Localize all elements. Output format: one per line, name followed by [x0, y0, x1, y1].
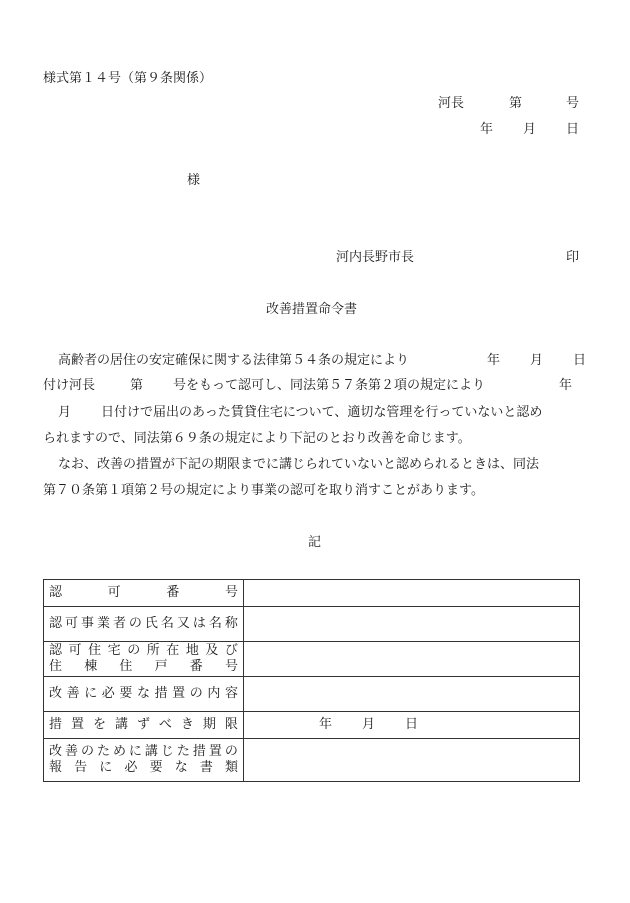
- body-line-2-year: 年: [559, 378, 573, 393]
- label-char: 置: [208, 744, 222, 759]
- deadline-month: 月: [362, 717, 376, 732]
- deadline-day: 日: [405, 717, 419, 732]
- value-permit-number[interactable]: [244, 580, 580, 607]
- label-char: に: [128, 744, 142, 759]
- label-char: の: [128, 616, 142, 631]
- label-char: は: [192, 616, 206, 631]
- label-char: 類: [224, 760, 238, 775]
- label-char: 地: [185, 643, 199, 658]
- label-char: じ: [160, 744, 174, 759]
- label-char: 講: [114, 717, 128, 732]
- addressee-honorific: 様: [187, 173, 201, 188]
- label-char: 要: [149, 760, 163, 775]
- table-row: [44, 739, 580, 782]
- label-char: 者: [112, 616, 126, 631]
- doc-number-go: 号: [566, 96, 580, 111]
- table-row: [44, 642, 580, 677]
- date-year: 年: [480, 122, 494, 137]
- doc-number-dai: 第: [509, 96, 523, 111]
- value-deadline[interactable]: [244, 712, 580, 739]
- label-char: 住: [88, 643, 102, 658]
- value-report-documents[interactable]: [244, 739, 580, 782]
- date-month: 月: [523, 122, 537, 137]
- label-char: 改: [49, 744, 63, 759]
- body-line-1-month: 月: [530, 353, 544, 368]
- label-char: 住: [119, 659, 133, 674]
- label-char: 内: [207, 686, 221, 701]
- label-char: ず: [136, 717, 150, 732]
- label-line: [49, 744, 238, 760]
- value-operator-name[interactable]: [244, 607, 580, 642]
- body-line-3-month: 月: [58, 405, 72, 420]
- label-char: 告: [74, 760, 88, 775]
- label-char: 認: [49, 643, 63, 658]
- body-line-2-a: 付け河長: [43, 378, 96, 393]
- label-char: に: [84, 686, 98, 701]
- label-char: き: [180, 717, 194, 732]
- label-char: 又: [176, 616, 190, 631]
- label-char: の: [80, 744, 94, 759]
- label-char: 号: [224, 585, 238, 600]
- label-char: 要: [119, 686, 133, 701]
- body-line-1: 高齢者の居住の安定確保に関する法律第５４条の規定により: [58, 353, 410, 368]
- label-char: 及: [205, 643, 219, 658]
- row-label-permit-number: [44, 580, 244, 607]
- label-char: 書: [199, 760, 213, 775]
- issuer-name: 河内長野市長: [336, 250, 415, 265]
- label-char: べ: [158, 717, 172, 732]
- label-char: 番: [166, 585, 180, 600]
- label-line: [49, 717, 238, 733]
- body-line-1-day: 日: [573, 353, 587, 368]
- label-char: 講: [144, 744, 158, 759]
- label-char: 可: [64, 616, 78, 631]
- label-char: め: [112, 744, 126, 759]
- body-line-2-c: 号をもって認可し、同法第５７条第２項の規定により: [173, 378, 486, 393]
- label-char: 可: [107, 585, 121, 600]
- label-char: 必: [101, 686, 115, 701]
- label-char: 住: [49, 659, 63, 674]
- body-line-3-rest: 日付けで届出のあった賃貸住宅について、適切な管理を行っていないと認め: [101, 405, 543, 420]
- label-char: 容: [224, 686, 238, 701]
- row-label-required-measures: [44, 677, 244, 712]
- label-char: な: [136, 686, 150, 701]
- label-char: た: [176, 744, 190, 759]
- label-line: [49, 686, 238, 702]
- table-row: [44, 580, 580, 607]
- value-required-measures[interactable]: [244, 677, 580, 712]
- label-char: 必: [124, 760, 138, 775]
- label-char: 善: [66, 686, 80, 701]
- doc-number-prefix: 河長: [438, 96, 465, 111]
- label-char: 措: [192, 744, 206, 759]
- label-char: 認: [49, 585, 63, 600]
- label-line: [49, 616, 238, 632]
- label-line: [49, 585, 238, 601]
- document-title: 改善措置命令書: [266, 302, 358, 317]
- details-table: [43, 579, 580, 782]
- label-char: 措: [49, 717, 63, 732]
- label-char: に: [99, 760, 113, 775]
- table-row: [44, 607, 580, 642]
- label-char: 報: [49, 760, 63, 775]
- label-char: 事: [80, 616, 94, 631]
- label-char: 所: [146, 643, 160, 658]
- body-line-5: なお、改善の措置が下記の期限までに講じられていないと認められるときは、同法: [58, 457, 540, 472]
- label-char: 改: [49, 686, 63, 701]
- table-row: [44, 712, 580, 739]
- body-line-4: られますので、同法第６９条の規定により下記のとおり改善を命じます。: [43, 431, 471, 446]
- label-char: 名: [208, 616, 222, 631]
- body-line-6: 第７０条第１項第２号の規定により事業の認可を取り消すことがあります。: [43, 483, 484, 498]
- row-label-operator-name: [44, 607, 244, 642]
- label-char: 置: [70, 717, 84, 732]
- label-char: を: [92, 717, 106, 732]
- value-housing-location[interactable]: [244, 642, 580, 677]
- label-line: [49, 659, 238, 675]
- issuer-seal: 印: [566, 250, 580, 265]
- label-char: 番: [189, 659, 203, 674]
- label-char: 称: [224, 616, 238, 631]
- label-char: 氏: [144, 616, 158, 631]
- label-char: 棟: [84, 659, 98, 674]
- label-char: 措: [154, 686, 168, 701]
- body-line-2-b: 第: [130, 378, 144, 393]
- row-label-report-documents: [44, 739, 244, 782]
- row-label-deadline: [44, 712, 244, 739]
- label-line: [49, 643, 238, 659]
- ki-label: 記: [308, 535, 322, 550]
- label-char: 号: [224, 659, 238, 674]
- label-char: 宅: [107, 643, 121, 658]
- label-char: の: [189, 686, 203, 701]
- label-char: 戸: [154, 659, 168, 674]
- row-label-housing-location: [44, 642, 244, 677]
- label-char: の: [127, 643, 141, 658]
- label-char: 置: [172, 686, 186, 701]
- label-char: な: [174, 760, 188, 775]
- date-day: 日: [566, 122, 580, 137]
- deadline-year: 年: [319, 717, 333, 732]
- label-char: 在: [166, 643, 180, 658]
- body-line-1-year: 年: [487, 353, 501, 368]
- label-char: び: [224, 643, 238, 658]
- table-row: [44, 677, 580, 712]
- label-char: 名: [160, 616, 174, 631]
- label-line: [49, 760, 238, 776]
- label-char: 限: [224, 717, 238, 732]
- label-char: 善: [64, 744, 78, 759]
- deadline-date: [244, 717, 579, 733]
- label-char: の: [224, 744, 238, 759]
- label-char: 期: [202, 717, 216, 732]
- label-char: 可: [68, 643, 82, 658]
- label-char: た: [96, 744, 110, 759]
- label-char: 認: [49, 616, 63, 631]
- form-number: 様式第１４号（第９条関係）: [43, 71, 213, 86]
- label-char: 業: [96, 616, 110, 631]
